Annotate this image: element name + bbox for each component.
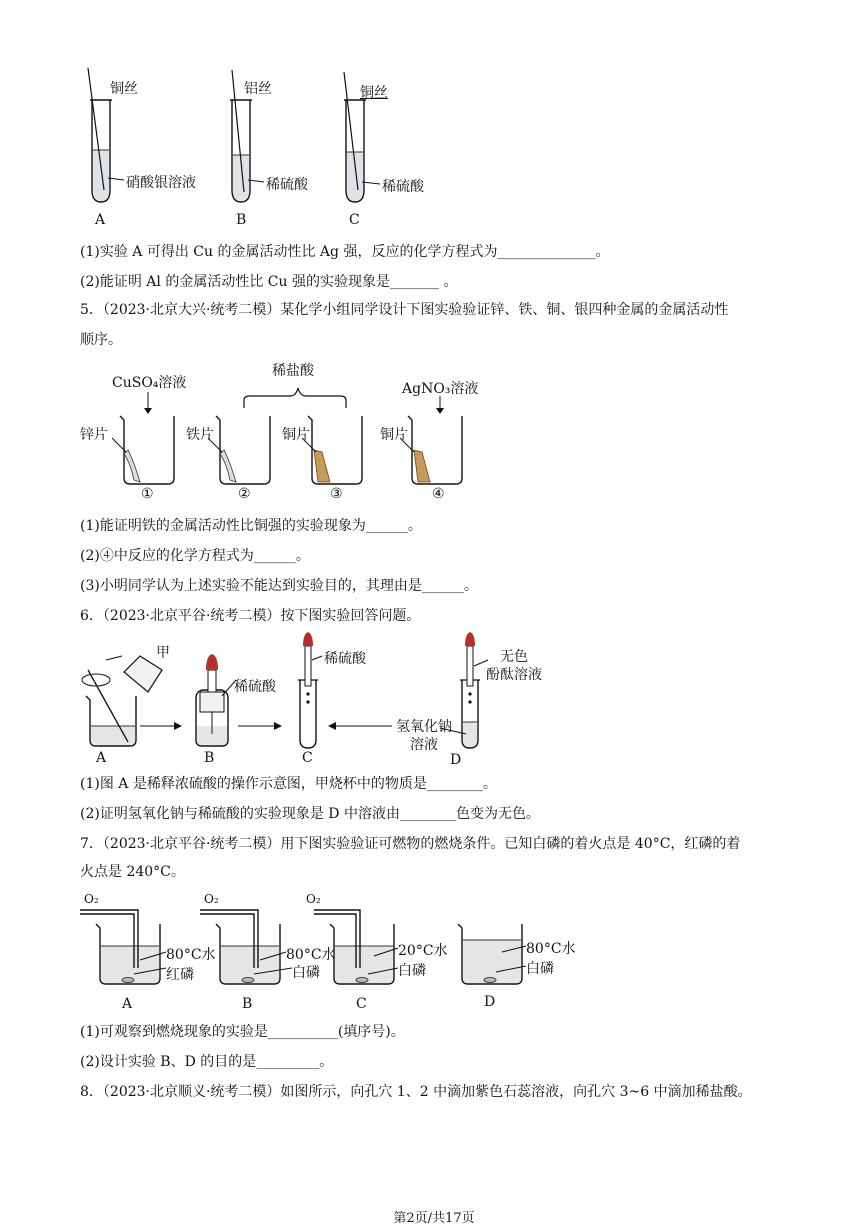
q4-part2: (2)能证明 Al 的金属活动性比 Cu 强的实验现象是_______ 。 — [80, 274, 458, 290]
apparatus-b-caption: B — [204, 750, 215, 766]
apparatus-c — [298, 632, 322, 748]
q5-part2: (2)④中反应的化学方程式为______。 — [80, 548, 310, 564]
beaker-1-num: ① — [141, 486, 154, 502]
apparatus-c-caption: C — [302, 750, 313, 766]
beaker-3-num: ③ — [330, 486, 343, 502]
apparatus-a-caption: A — [96, 750, 107, 766]
beaker-d-water: 80°C水 — [526, 941, 576, 957]
beaker-b-caption: B — [242, 996, 253, 1012]
q6-part1: (1)图 A 是稀释浓硫酸的操作示意图，甲烧杯中的物质是________。 — [80, 776, 497, 792]
tube-b-caption: B — [236, 212, 247, 228]
q7-part1: (1)可观察到燃烧现象的实验是__________(填序号)。 — [80, 1024, 405, 1040]
beaker-4-metal: 铜片 — [380, 427, 408, 443]
jia-label: 甲 — [156, 645, 170, 661]
beaker-b-water: 80°C水 — [286, 947, 336, 963]
combustion-beaker-d — [458, 924, 526, 984]
q7-part2: (2)设计实验 B、D 的目的是_________。 — [80, 1054, 334, 1070]
beaker-4-num: ④ — [432, 486, 445, 502]
tube-b-wire-label: 铝丝 — [244, 81, 272, 97]
beaker-2-metal: 铁片 — [186, 427, 214, 443]
q7-stem-line1: 7．（2023·北京平谷·统考二模）用下图实验验证可燃物的燃烧条件。已知白磷的着火点是 40°C，红磷的着 — [80, 836, 741, 852]
beaker-3 — [302, 416, 362, 484]
agno3-label: AgNO₃溶液 — [402, 381, 479, 397]
q8-stem: 8．（2023·北京顺义·统考二模）如图所示，向孔穴 1、2 中滴加紫色石蕊溶液，向孔穴 3~6 中滴加稀盐酸。 — [80, 1084, 752, 1100]
colorless-label: 无色 — [500, 649, 528, 665]
q5-stem-line2: 顺序。 — [80, 332, 122, 348]
beaker-c-caption: C — [356, 996, 367, 1012]
tube-a-caption: A — [95, 212, 106, 228]
q6-part2: (2)证明氢氧化钠与稀硫酸的实验现象是 D 中溶液由________色变为无色。 — [80, 806, 540, 822]
q7-stem-line2: 火点是 240°C。 — [80, 864, 185, 880]
q5-part3: (3)小明同学认为上述实验不能达到实验目的，其理由是______。 — [80, 578, 478, 594]
apparatus-d-caption: D — [450, 752, 462, 768]
beaker-c-phosphorus: 白磷 — [398, 963, 426, 979]
hcl-label: 稀盐酸 — [272, 363, 314, 379]
q4-figure — [0, 0, 868, 240]
tube-a-wire-label: 铜丝 — [110, 81, 138, 97]
beaker-a-water: 80°C水 — [166, 947, 216, 963]
q4-part1: (1)实验 A 可得出 Cu 的金属活动性比 Ag 强，反应的化学方程式为______________。 — [80, 244, 610, 260]
phenol-label: 酚酞溶液 — [486, 667, 542, 683]
beaker-b-phosphorus: 白磷 — [292, 965, 320, 981]
combustion-beaker-a — [80, 910, 166, 984]
o2-label-c: O₂ — [306, 892, 321, 906]
beaker-4 — [400, 416, 462, 484]
beaker-1-metal: 锌片 — [80, 427, 108, 443]
q6-stem: 6．（2023·北京平谷·统考二模）按下图实验回答问题。 — [80, 608, 421, 624]
page-footer: 第2页/共17页 — [393, 1211, 475, 1226]
q5-part1: (1)能证明铁的金属活动性比铜强的实验现象为______。 — [80, 518, 422, 534]
cuso4-label: CuSO₄溶液 — [112, 375, 187, 391]
beaker-3-metal: 铜片 — [282, 427, 310, 443]
tube-c-wire-label: 铜丝 — [360, 85, 388, 101]
beaker-a-phosphorus: 红磷 — [166, 967, 194, 983]
tube-c-caption: C — [349, 212, 360, 228]
apparatus-c-label: 稀硫酸 — [324, 651, 366, 667]
o2-label-b: O₂ — [204, 892, 219, 906]
tube-a-liquid-label: 硝酸银溶液 — [126, 175, 196, 191]
beaker-2 — [208, 416, 270, 484]
o2-label-a: O₂ — [84, 892, 99, 906]
q5-stem-line1: 5．（2023·北京大兴·统考二模）某化学小组同学设计下图实验验证锌、铁、铜、银四种金属的金属活动性 — [80, 302, 729, 318]
naoh-label-2: 溶液 — [410, 737, 438, 753]
beaker-1 — [112, 416, 174, 484]
apparatus-b — [196, 654, 236, 746]
apparatus-a — [82, 656, 162, 746]
beaker-d-caption: D — [484, 994, 496, 1010]
tube-c-liquid-label: 稀硫酸 — [382, 179, 424, 195]
apparatus-b-label: 稀硫酸 — [234, 679, 276, 695]
tube-b-liquid-label: 稀硫酸 — [266, 177, 308, 193]
beaker-a-caption: A — [122, 996, 133, 1012]
beaker-c-water: 20°C水 — [398, 943, 448, 959]
naoh-label-1: 氢氧化钠 — [396, 719, 452, 735]
beaker-2-num: ② — [238, 486, 251, 502]
beaker-d-phosphorus: 白磷 — [526, 961, 554, 977]
